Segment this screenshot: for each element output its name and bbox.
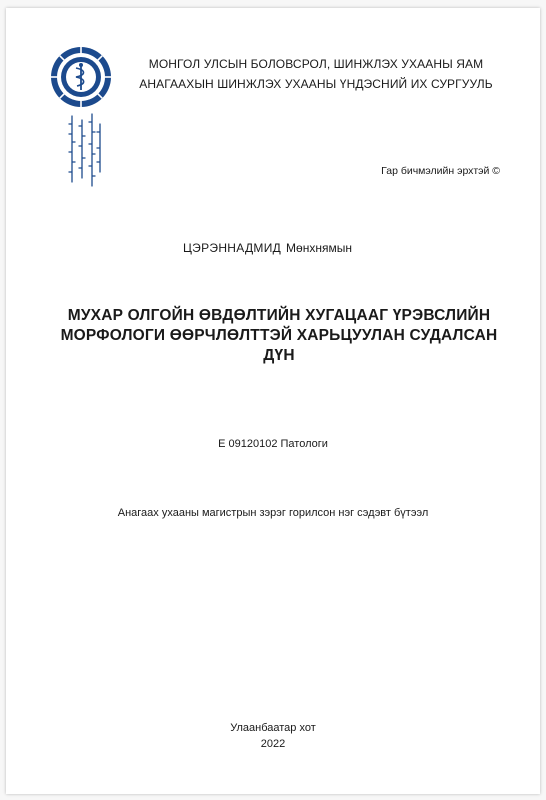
mongolian-script-emblem [64,112,104,192]
specialty-code: Е 09120102 Патологи [218,438,328,450]
title-line-3: ДҮН [263,347,295,364]
university-name: АНАГААХЫН ШИНЖЛЭХ УХААНЫ ҮНДЭСНИЙ ИХ СУРГУУЛЬ [139,77,493,91]
copyright-notice: Гар бичмэлийн эрхтэй © [381,165,500,177]
year: 2022 [260,738,286,750]
ministry-name: МОНГОЛ УЛСЫН БОЛОВСРОЛ, ШИНЖЛЭХ УХААНЫ ЯАМ [148,57,484,71]
thesis-cover-page [6,8,540,794]
degree-note: Анагаах ухааны магистрын зэрэг горилсон нэг сэдэвт бүтээл [117,507,429,519]
thesis-title [46,306,512,366]
city: Улаанбаатар хот [230,722,316,734]
institution-header [116,54,516,94]
place-and-year [6,720,540,752]
title-line-1: МУХАР ОЛГОЙН ӨВДӨЛТИЙН ХУГАЦААГ ҮРЭВСЛИЙН [67,307,491,324]
caduceus-emblem-icon [50,46,112,108]
title-line-2: МОРФОЛОГИ ӨӨРЧЛӨЛТТЭЙ ХАРЬЦУУЛАН СУДАЛСАН [60,327,498,344]
author-name [183,241,352,255]
author-surname: ЦЭРЭННАДМИД [183,241,282,255]
author-given-name: Мөнхнямын [286,241,352,255]
